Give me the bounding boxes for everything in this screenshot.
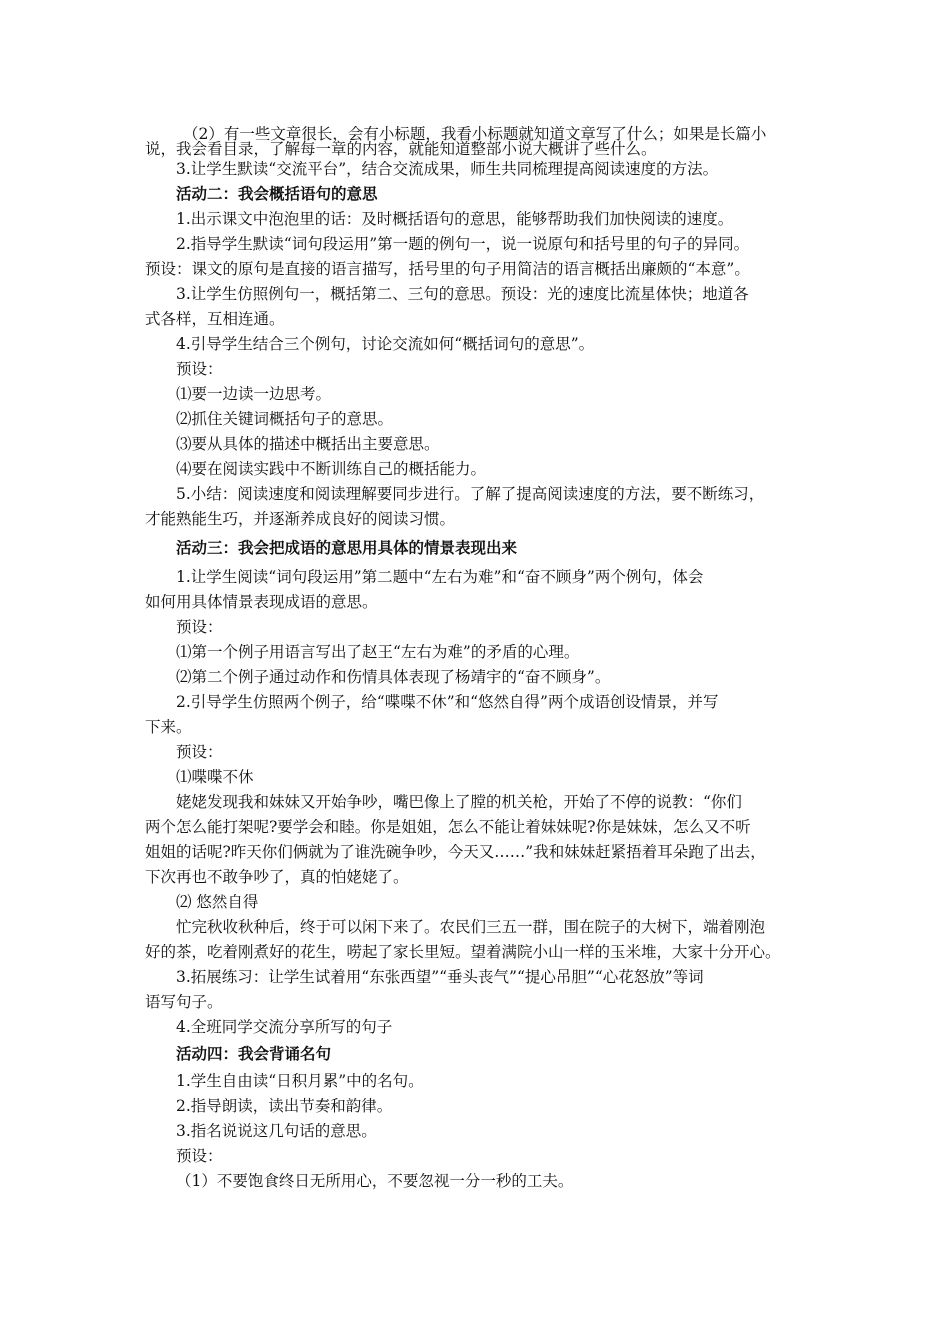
paragraph-line: ⑴喋喋不休 bbox=[176, 768, 254, 786]
paragraph-line: ⑷要在阅读实践中不断训练自己的概括能力。 bbox=[176, 460, 487, 478]
paragraph-line: 4.引导学生结合三个例句，讨论交流如何“概括词句的意思”。 bbox=[176, 335, 595, 353]
paragraph-line: ⑴要一边读一边思考。 bbox=[176, 385, 332, 403]
paragraph-line: 式各样，互相连通。 bbox=[145, 310, 285, 328]
section-heading: 活动四：我会背诵名句 bbox=[176, 1045, 332, 1063]
paragraph-line: 下次再也不敢争吵了，真的怕姥姥了。 bbox=[145, 868, 409, 886]
paragraph-line: 1.学生自由读“日积月累”中的名句。 bbox=[176, 1072, 424, 1090]
paragraph-line: 忙完秋收秋种后，终于可以闲下来了。农民们三五一群，围在院子的大树下，端着刚泡 bbox=[176, 918, 766, 936]
section-heading: 活动二：我会概括语句的意思 bbox=[176, 185, 378, 203]
paragraph-line: 预设： bbox=[176, 1147, 223, 1165]
paragraph-line: 1.出示课文中泡泡里的话：及时概括语句的意思，能够帮助我们加快阅读的速度。 bbox=[176, 210, 734, 228]
paragraph-line: 3.指名说说这几句话的意思。 bbox=[176, 1122, 377, 1140]
paragraph-line: 下来。 bbox=[145, 718, 192, 736]
paragraph-line: 两个怎么能打架呢?要学会和睦。你是姐姐，怎么不能让着妹妹呢?你是妹妹，怎么又不听 bbox=[145, 818, 751, 836]
paragraph-line: 预设： bbox=[176, 618, 223, 636]
paragraph-line: 1.让学生阅读“词句段运用”第二题中“左右为难”和“奋不顾身”两个例句，体会 bbox=[176, 568, 704, 586]
paragraph-line: ⑴第一个例子用语言写出了赵王“左右为难”的矛盾的心理。 bbox=[176, 643, 580, 661]
paragraph-line: 3.让学生仿照例句一，概括第二、三句的意思。预设：光的速度比流星体快；地道各 bbox=[176, 285, 749, 303]
paragraph-line: 3.让学生默读“交流平台”，结合交流成果，师生共同梳理提高阅读速度的方法。 bbox=[176, 160, 719, 178]
paragraph-line: 才能熟能生巧，并逐渐养成良好的阅读习惯。 bbox=[145, 510, 456, 528]
paragraph-line: 语写句子。 bbox=[145, 993, 223, 1011]
paragraph-line: 4.全班同学交流分享所写的句子 bbox=[176, 1018, 393, 1036]
paragraph-line: （2）有一些文章很长，会有小标题，我看小标题就知道文章写了什么；如果是长篇小 bbox=[183, 125, 767, 143]
paragraph-line: ⑵ 悠然自得 bbox=[176, 893, 259, 911]
paragraph-line: （1）不要饱食终日无所用心，不要忽视一分一秒的工夫。 bbox=[176, 1172, 574, 1190]
paragraph-line: 姐姐的话呢?昨天你们俩就为了谁洗碗争吵，今天又……”我和妹妹赶紧捂着耳朵跑了出去， bbox=[145, 843, 766, 861]
section-heading: 活动三：我会把成语的意思用具体的情景表现出来 bbox=[176, 539, 518, 557]
paragraph-line: 好的茶，吃着刚煮好的花生，唠起了家长里短。望着满院小山一样的玉米堆，大家十分开心。 bbox=[145, 943, 781, 961]
paragraph-line: ⑵第二个例子通过动作和伤情具体表现了杨靖宇的“奋不顾身”。 bbox=[176, 668, 611, 686]
paragraph-line: 5.小结：阅读速度和阅读理解要同步进行。了解了提高阅读速度的方法，要不断练习， bbox=[176, 485, 765, 503]
paragraph-line: 3.拓展练习：让学生试着用“东张西望”“垂头丧气”“提心吊胆”“心花怒放”等词 bbox=[176, 968, 704, 986]
paragraph-line: ⑶要从具体的描述中概括出主要意思。 bbox=[176, 435, 440, 453]
paragraph-line: 2.指导学生默读“词句段运用”第一题的例句一，说一说原句和括号里的句子的异同。 bbox=[176, 235, 750, 253]
paragraph-line: ⑵抓住关键词概括句子的意思。 bbox=[176, 410, 394, 428]
paragraph-line: 说，我会看目录，了解每一章的内容，就能知道整部小说大概讲了些什么。 bbox=[145, 140, 657, 158]
paragraph-line: 预设： bbox=[176, 360, 223, 378]
paragraph-line: 姥姥发现我和妹妹又开始争吵，嘴巴像上了膛的机关枪，开始了不停的说教：“你们 bbox=[176, 793, 742, 811]
paragraph-line: 2.引导学生仿照两个例子，给“喋喋不休”和“悠然自得”两个成语创设情景，并写 bbox=[176, 693, 719, 711]
paragraph-line: 预设：课文的原句是直接的语言描写，括号里的句子用简洁的语言概括出廉颇的“本意”。 bbox=[145, 260, 750, 278]
paragraph-line: 2.指导朗读，读出节奏和韵律。 bbox=[176, 1097, 393, 1115]
paragraph-line: 预设： bbox=[176, 743, 223, 761]
paragraph-line: 如何用具体情景表现成语的意思。 bbox=[145, 593, 378, 611]
